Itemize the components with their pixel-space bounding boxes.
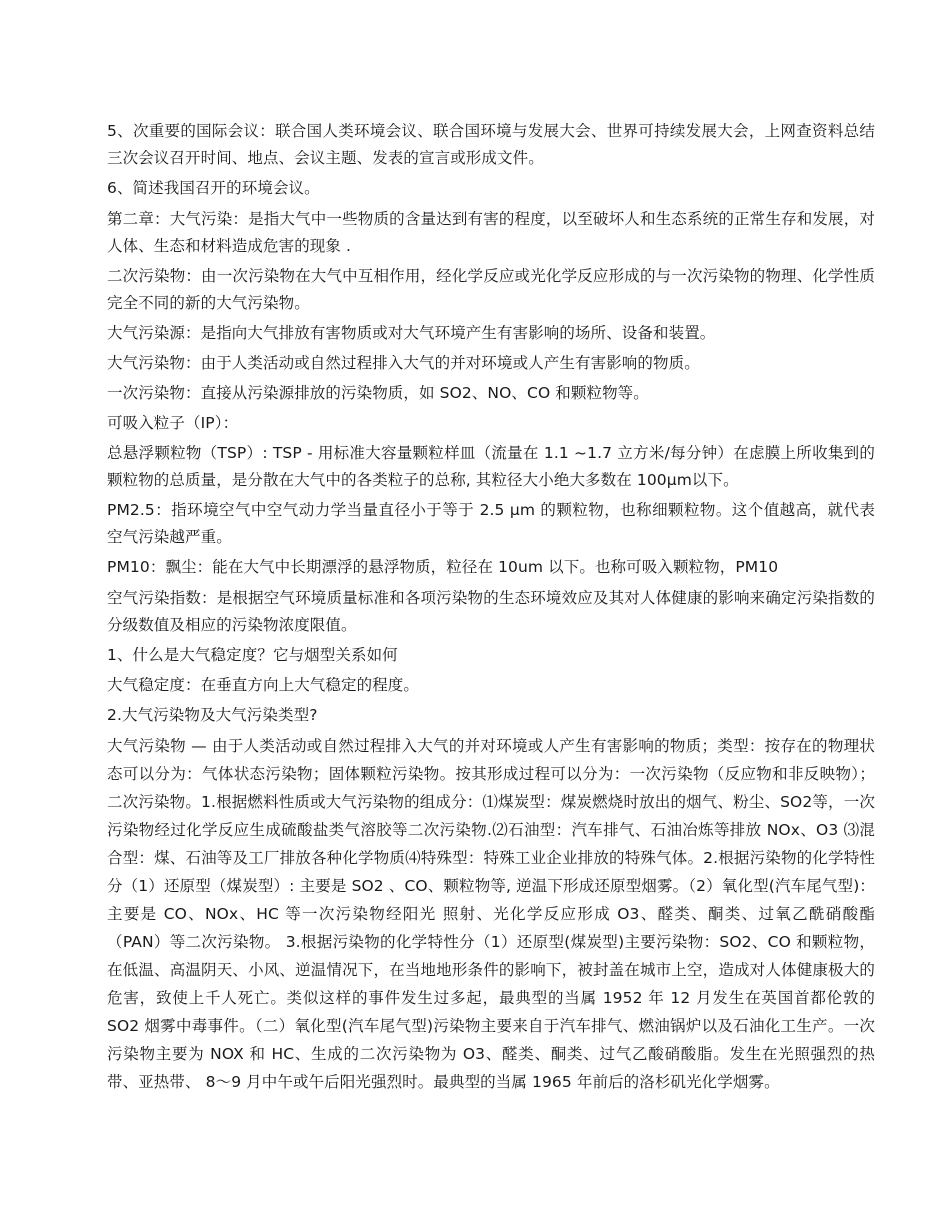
paragraph-chapter-two-air-pollution: 第二章：大气污染：是指大气中一些物质的含量达到有害的程度，以至破坏人和生态系统的正常生存和发展，对人体、生态和材料造成危害的现象 . xyxy=(107,210,875,255)
paragraph-domestic-conferences: 6、简述我国召开的环境会议。 xyxy=(107,179,320,197)
paragraph-pollution-source: 大气污染源：是指向大气排放有害物质或对大气环境产生有害影响的场所、设备和装置。 xyxy=(107,324,716,342)
paragraph-inhalable-particles: 可吸入粒子（IP）： xyxy=(107,414,239,432)
paragraph-stability-definition: 大气稳定度：在垂直方向上大气稳定的程度。 xyxy=(107,676,420,694)
paragraph-pollutant-types-answer: 大气污染物 — 由于人类活动或自然过程排入大气的并对环境或人产生有害影响的物质；类型：按存在的物理状态可以分为：气体状态污染物；固体颗粒污染物。按其形成过程可以分为：一次污染物（反应物和非反映物）；二次污染物。1.根据燃料性质或大气污染物的组成分：⑴煤炭型：煤炭燃烧时放出的烟气、粉尘、SO2等，一次污染物经过化学反应生成硫酸盐类气溶胶等二次污染物.⑵石油型：汽车排气、石油冶炼等排放 NOx、O3 ⑶混合型：煤、石油等及工厂排放各种化学物质⑷特殊型：特殊工业企业排放的特殊气体。2.根据污染物的化学特性分（1）还原型（煤炭型）: 主要是 SO2 、CO、颗粒物等, 逆温下形成还原型烟雾。（2）氧化型(汽车尾气型)：主要是 CO、NOx、HC 等一次污染物经阳光 照射、光化学反应形成 O3、醛类、酮类、过氧乙酰硝酸酯（PAN）等二次污染物。 3.根据污染物的化学特性分（1）还原型(煤炭型)主要污染物：SO2、CO 和颗粒物，在低温、高温阴天、小风、逆温情况下，在当地地形条件的影响下，被封盖在城市上空，造成对人体健康极大的危害，致使上千人死亡。类似这样的事件发生过多起，最典型的当属 1952 年 12 月发生在英国首都伦敦的 SO2 烟雾中毒事件。（二）氧化型(汽车尾气型)污染物主要来自于汽车排气、燃油锅炉以及石油化工生产。一次污染物主要为 NOX 和 HC、生成的二次污染物为 O3、醛类、酮类、过气乙酸硝酸脂。发生在光照强烈的热带、亚热带、 8～9 月中午或午后阳光强烈时。最典型的当属 1965 年前后的洛杉矶光化学烟雾。 xyxy=(107,737,875,1091)
paragraph-pm10: PM10：飘尘：能在大气中长期漂浮的悬浮物质，粒径在 10um 以下。也称可吸入颗粒物，PM10 xyxy=(107,558,779,576)
paragraph-tsp: 总悬浮颗粒物（TSP）: TSP - 用标准大容量颗粒样皿（流量在 1.1 ~1.7 立方米/每分钟）在虑膜上所收集到的颗粒物的总质量，是分散在大气中的各类粒子的总称, 其粒径大小绝大多数在 100μm以下。 xyxy=(107,444,875,489)
paragraph-secondary-pollutants: 二次污染物：由一次污染物在大气中互相作用，经化学反应或光化学反应形成的与一次污染物的物理、化学性质完全不同的新的大气污染物。 xyxy=(107,267,875,312)
paragraph-air-pollutants: 大气污染物：由于人类活动或自然过程排入大气的并对环境或人产生有害影响的物质。 xyxy=(107,354,700,372)
paragraph-question-pollutant-types: 2.大气污染物及大气污染类型? xyxy=(107,706,318,724)
paragraph-primary-pollutants: 一次污染物：直接从污染源排放的污染物质，如 SO2、NO、CO 和颗粒物等。 xyxy=(107,384,649,402)
paragraph-pm25: PM2.5：指环境空气中空气动力学当量直径小于等于 2.5 μm 的颗粒物，也称细颗粒物。这个值越高，就代表空气污染越严重。 xyxy=(107,501,875,546)
document-page xyxy=(107,118,875,1099)
paragraph-question-stability: 1、什么是大气稳定度？它与烟型关系如何 xyxy=(107,646,398,664)
paragraph-air-pollution-index: 空气污染指数：是根据空气环境质量标准和各项污染物的生态环境效应及其对人体健康的影响来确定污染指数的分级数值及相应的污染物浓度限值。 xyxy=(107,589,875,634)
paragraph-international-conferences: 5、次重要的国际会议：联合国人类环境会议、联合国环境与发展大会、世界可持续发展大会，上网查资料总结三次会议召开时间、地点、会议主题、发表的宣言或形成文件。 xyxy=(107,122,875,167)
